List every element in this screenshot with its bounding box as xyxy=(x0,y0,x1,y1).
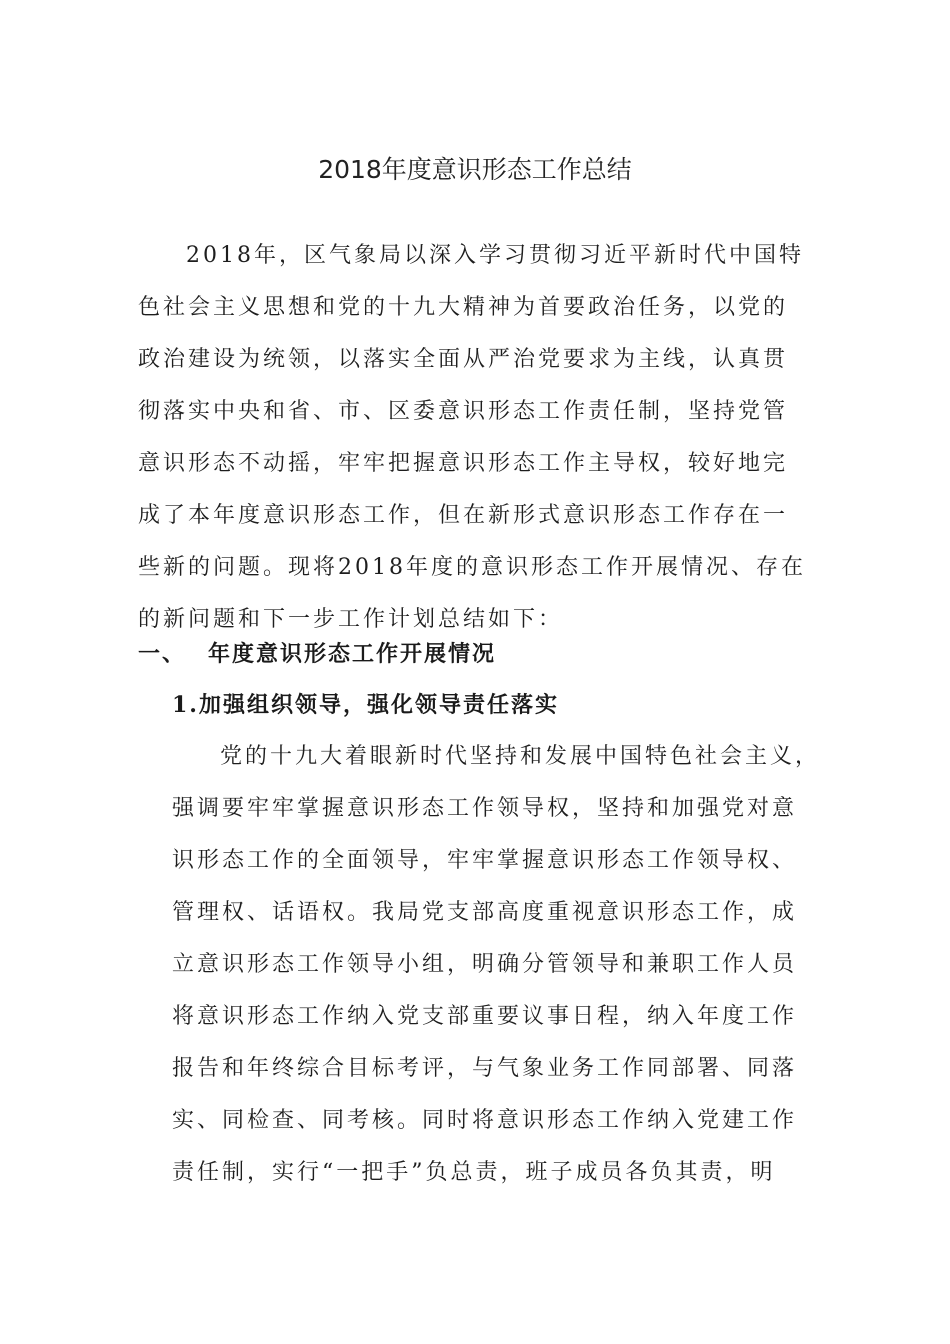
paragraph-line: 政治建设为统领，以落实全面从严治党要求为主线，认真贯 xyxy=(138,347,789,372)
section-title: 年度意识形态工作开展情况 xyxy=(208,642,497,667)
intro-paragraph xyxy=(138,236,806,652)
paragraph-line: 的新问题和下一步工作计划总结如下： xyxy=(138,607,564,632)
paragraph-line: 强调要牢牢掌握意识形态工作领导权，坚持和加强党对意 xyxy=(172,796,798,821)
paragraph-line: 报告和年终综合目标考评，与气象业务工作同部署、同落 xyxy=(172,1056,798,1081)
section-heading xyxy=(138,635,496,675)
paragraph-line: 2018年，区气象局以深入学习贯彻习近平新时代中国特 xyxy=(186,243,804,268)
paragraph-line: 识形态工作的全面领导，牢牢掌握意识形态工作领导权、 xyxy=(172,848,798,873)
paragraph-line: 党的十九大着眼新时代坚持和发展中国特色社会主义， xyxy=(220,744,821,769)
paragraph-line: 成了本年度意识形态工作，但在新形式意识形态工作存在一 xyxy=(138,503,789,528)
paragraph-line: 彻落实中央和省、市、区委意识形态工作责任制，坚持党管 xyxy=(138,399,789,424)
paragraph-line: 些新的问题。现将2018年度的意识形态工作开展情况、存在 xyxy=(138,555,806,580)
document-title: 2018年度意识形态工作总结 xyxy=(318,155,632,184)
paragraph-line: 实、同检查、同考核。同时将意识形态工作纳入党建工作 xyxy=(172,1108,798,1133)
subsection-heading: 1.加强组织领导，强化领导责任落实 xyxy=(172,692,559,718)
paragraph-line: 立意识形态工作领导小组，明确分管领导和兼职工作人员 xyxy=(172,952,798,977)
paragraph-line: 责任制，实行“一把手”负总责，班子成员各负其责，明 xyxy=(172,1160,776,1185)
paragraph-line: 色社会主义思想和党的十九大精神为首要政治任务，以党的 xyxy=(138,295,789,320)
section-number: 一、 xyxy=(138,642,187,667)
paragraph-line: 将意识形态工作纳入党支部重要议事日程，纳入年度工作 xyxy=(172,1004,798,1029)
subsection-paragraph xyxy=(172,737,820,1205)
paragraph-line: 管理权、话语权。我局党支部高度重视意识形态工作，成 xyxy=(172,900,798,925)
paragraph-line: 意识形态不动摇，牢牢把握意识形态工作主导权，较好地完 xyxy=(138,451,789,476)
